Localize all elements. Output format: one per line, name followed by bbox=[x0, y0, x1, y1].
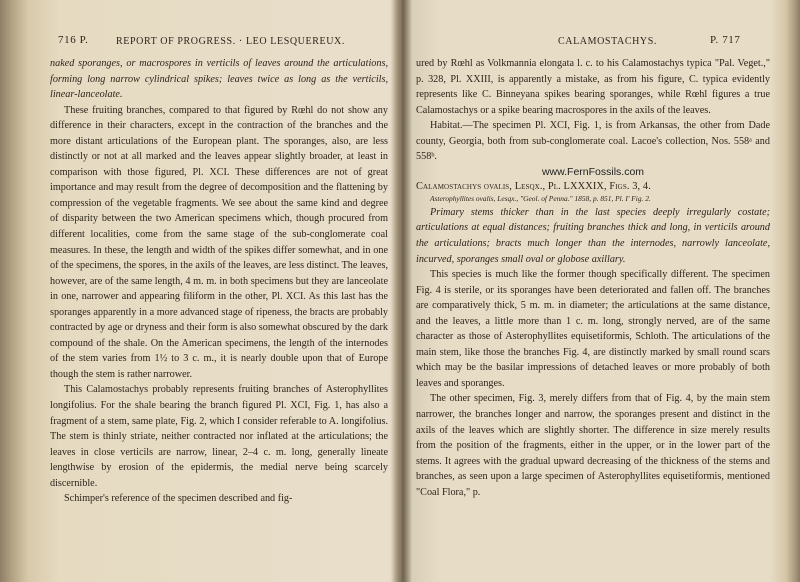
paragraph: The other specimen, Fig. 3, merely differs from that of Fig. 4, by the main stem narrower, the branches longer and narrow, the sporanges present and distinct in the axils of the leaves which are slightly shorter. The difference in size merely results from the position of the fragments, either in the upper, or in the lower part of the stems. It agrees with the gradual upward decreasing of the thickness of the stems and branches, as seen upon a large specimen of Asterophyllites equisetiformis, mentioned "Coal Flora," p. bbox=[416, 393, 770, 498]
species-diagnosis: Primary stems thicker than in the last species deeply irregularly costate; articulations at equal distances; fruiting branches thick and long, in verticils around the articulations; bracts much longer than the internodes, narrowly lanceolate, incurved, sporanges small oval or globose axillary. bbox=[416, 206, 770, 265]
paragraph: ured by Rœhl as Volkmannia elongata l. c. to his Calamostachys typica "Pal. Veget.," p. 328, Pl. XXIII, is apparently a mistake, as from his figure, C. typica evidently represents like C. Binneyana spikes bearing sporanges, while Rœhl figures a true Calamostachys or a spike bearing macrospores in the axils of the leaves. bbox=[416, 58, 770, 116]
page-number: 716 P. bbox=[58, 34, 89, 46]
paragraph: This Calamostachys probably represents fruiting branches of Asterophyllites longifolius. For the shale bearing the branch figured Pl. XCI, Fig. 1, has also a fragment of a stem, same plate, Fig. 2, which I consider referable to A. longifolius. The stem is thinly striate, neither contracted nor inflated at the articulations; the leaves in close verticils are narrow, linear, 2–4 c. m. long, generally lineate lengthwise by erosion of the epidermis, the medial nerve being scarcely discernible. bbox=[50, 384, 388, 489]
right-page-header bbox=[412, 35, 782, 49]
left-page bbox=[32, 0, 392, 582]
species-heading: Calamostachys ovalis, Lesqx., Pl. LXXXIX, Figs. 3, 4. bbox=[416, 180, 651, 192]
page-number: P. 717 bbox=[710, 34, 741, 46]
paragraph: Schimper's reference of the specimen described and fig- bbox=[64, 493, 293, 505]
left-page-header bbox=[32, 35, 392, 49]
running-title: REPORT OF PROGRESS. · LEO LESQUEREUX. bbox=[116, 36, 345, 47]
habitat-paragraph: Habitat.—The specimen Pl. XCI, Fig. 1, is from Arkansas, the other from Dade county, Georgia, both from sub-conglomerate coal. Lacoe's collection, Nos. 558ᵃ and 558ᵇ. bbox=[416, 120, 770, 163]
right-page-text bbox=[416, 56, 770, 500]
running-title: CALAMOSTACHYS. bbox=[558, 36, 658, 47]
right-page bbox=[412, 0, 782, 582]
left-page-text bbox=[50, 56, 388, 507]
paragraph: naked sporanges, or macrospores in verticils of leaves around the articulations, forming long narrow cylindrical spikes; leaves twice as long as the verticils, linear-lanceolate. bbox=[50, 58, 388, 101]
website-watermark: www.FernFossils.com bbox=[541, 165, 645, 178]
paragraph: These fruiting branches, compared to that figured by Rœhl do not show any difference in their characters, except in the contraction of the branches and the more distant articulations of the European plant. The sporanges, also, are less distinctly or not at all marked and the leaves appear slightly broader, at least in comparison with those figured, Pl. XCI. These differences are not of great importance and may result from the degree of decomposition and the flattening by compression of the vegetable fragments. We see about the same kind and degree of disparity between the two American specimens which, though procured from different localities, come from the same stage of the sub-conglomerate coal measures. In these, the length and width of the spikes differ somewhat, and in one of the specimens, the spores, in the axils of the leaves, are less distinct. The leaves, however, are of the same length, 4 m. m. in both specimens but they are lanceolate in one, narrower and appearing filiform in the other, Pl. XCI. As this last has the sporanges apparently in a more advanced stage of ripeness, the bracts are probably contracted by age or dryness and their form is also somewhat obscured by the dark compound of the shale. On the American specimens, the length of the internodes of the stem varies from 1½ to 3 c. m., it is nearly double upon that of Europe though the stem is rather narrower. bbox=[50, 104, 388, 380]
synonym-citation: Asterophyllites ovalis, Lesqx., "Geol. of Penna." 1858, p. 851, Pl. I' Fig. 2. bbox=[430, 194, 651, 204]
book-gutter bbox=[392, 0, 412, 582]
paragraph: This species is much like the former though specifically different. The specimen Fig. 4 is sterile, or its sporanges have been deteriorated and fallen off. The branches are comparatively thick, 5 m. m. in diameter; the articulations at the same distance, and the leaves, a little more than 1 c. m. long, strongly nerved, are of the same character as those of Asterophyllites equisetiformis, Schloth. The articulations of the main stem, like those the branches Fig. 4, are distinctly marked by small round scars which may be the basilar impressions of detached leaves or more probably of both leaves and sporanges. bbox=[416, 269, 770, 389]
